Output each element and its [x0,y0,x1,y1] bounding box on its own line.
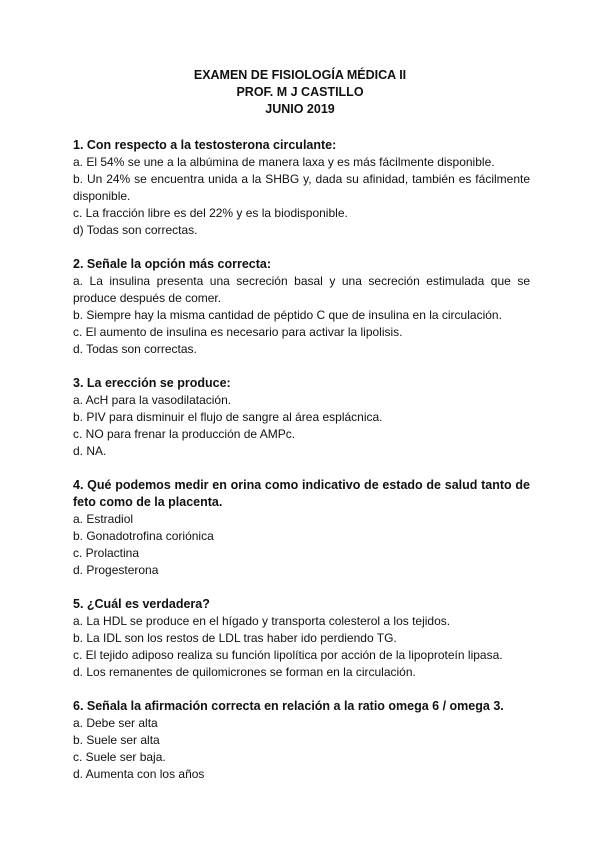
option-d: d. Los remanentes de quilomicrones se forman en la circulación. [73,665,416,679]
question-1 [73,137,530,239]
option-d: d. Progesterona [73,563,159,577]
option-d: d) Todas son correctas. [73,223,198,237]
option-c: c. Suele ser baja. [73,750,166,764]
option-b: b. Gonadotrofina coriónica [73,529,214,543]
option-b: b. Un 24% se encuentra unida a la SHBG y, dada su afinidad, también es fácilmente disponible. [73,172,530,203]
option-d: d. NA. [73,444,107,458]
option-c: c. Prolactina [73,546,140,560]
option-d: d. Todas son correctas. [73,342,197,356]
question-title: 4. Qué podemos medir en orina como indicativo de estado de salud tanto de feto como de la placenta. [73,478,530,509]
option-a: a. Estradiol [73,512,134,526]
option-a: a. Debe ser alta [73,716,158,730]
option-b: b. Siempre hay la misma cantidad de péptido C que de insulina en la circulación. [73,308,502,322]
question-4 [73,477,530,579]
exam-title: EXAMEN DE FISIOLOGÍA MÉDICA II [193,68,407,82]
option-c: c. NO para frenar la producción de AMPc. [73,427,296,441]
option-a: a. La insulina presenta una secreción basal y una secreción estimulada que se produce después de comer. [73,274,530,305]
option-b: b. La IDL son los restos de LDL tras haber ido perdiendo TG. [73,631,397,645]
question-title: 5. ¿Cuál es verdadera? [73,597,210,611]
option-c: c. El aumento de insulina es necesario para activar la lipolisis. [73,325,403,339]
question-title: 6. Señala la afirmación correcta en relación a la ratio omega 6 / omega 3. [73,699,504,713]
option-c: c. La fracción libre es del 22% y es la biodisponible. [73,206,348,220]
exam-professor: PROF. M J CASTILLO [236,85,364,99]
question-2 [73,256,530,358]
option-d: d. Aumenta con los años [73,767,205,781]
exam-date: JUNIO 2019 [265,102,335,116]
question-3 [73,375,530,460]
exam-header [0,67,600,118]
option-a: a. AcH para la vasodilatación. [73,393,232,407]
question-5 [73,596,530,681]
option-b: b. Suele ser alta [73,733,160,747]
option-a: a. El 54% se une a la albúmina de manera laxa y es más fácilmente disponible. [73,155,495,169]
question-6 [73,698,530,783]
option-b: b. PIV para disminuir el flujo de sangre al área esplácnica. [73,410,383,424]
question-title: 3. La erección se produce: [73,376,231,390]
question-list [73,137,530,800]
option-c: c. El tejido adiposo realiza su función lipolítica por acción de la lipoproteín lipasa. [73,648,503,662]
question-title: 2. Señale la opción más correcta: [73,257,271,271]
question-title: 1. Con respecto a la testosterona circulante: [73,138,337,152]
option-a: a. La HDL se produce en el hígado y transporta colesterol a los tejidos. [73,614,451,628]
